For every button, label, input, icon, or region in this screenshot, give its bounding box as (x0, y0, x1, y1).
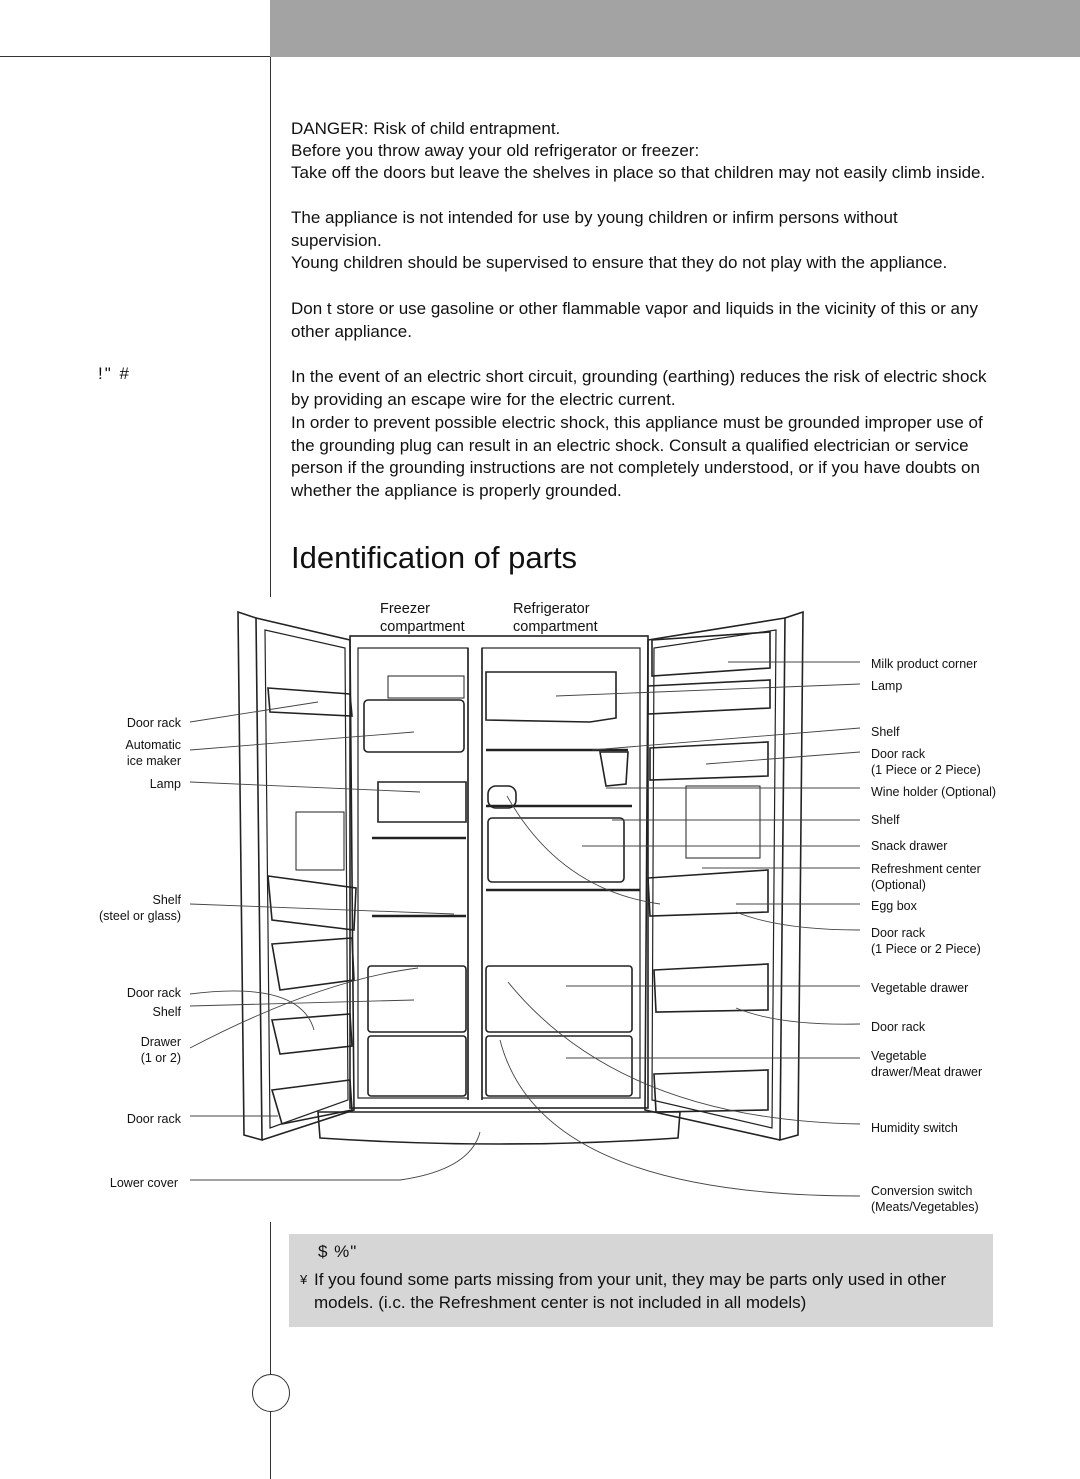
freezer-door (256, 618, 354, 1140)
label-door-rack-left-3: Door rack (126, 1112, 181, 1126)
paragraph-doors: Take off the doors but leave the shelves in place so that children may not easily climb inside. (291, 163, 986, 182)
paragraph-supervision: The appliance is not intended for use by young children or infirm persons without supervision. (291, 208, 898, 250)
label-shelf-right-2: Shelf (871, 813, 900, 827)
section-title: Identification of parts (291, 540, 578, 575)
note-heading: $ %" (318, 1242, 358, 1261)
freezer-label-1: Freezer (380, 601, 430, 617)
ice-maker (364, 700, 464, 752)
label-refreshment-center: Refreshment center (Optional) (871, 862, 981, 892)
snack-drawer (488, 818, 624, 882)
side-label-grounding: !" # (98, 364, 131, 383)
freezer-drawer-2 (368, 1036, 466, 1096)
label-egg-box: Egg box (871, 899, 917, 913)
cabinet (350, 636, 648, 1108)
vegetable-drawer (486, 966, 632, 1032)
paragraph-before-throw: Before you throw away your old refrigerator or freezer: (291, 141, 700, 160)
label-lamp-right: Lamp (871, 679, 903, 693)
fridge-label-2: compartment (513, 619, 598, 635)
label-vegetable-meat-drawer: Vegetable drawer/Meat drawer (871, 1049, 983, 1079)
label-milk-product-corner: Milk product corner (871, 657, 978, 671)
label-wine-holder: Wine holder (Optional) (871, 785, 997, 799)
refresh-top (486, 672, 616, 722)
label-shelf-steel-glass: Shelf (steel or glass) (99, 893, 181, 923)
label-lamp-left: Lamp (149, 777, 181, 791)
fridge-label-1: Refrigerator (513, 601, 590, 617)
freezer-door-edge (238, 612, 262, 1140)
label-door-rack-right-1: Door rack (1 Piece or 2 Piece) (871, 747, 981, 777)
label-vegetable-drawer: Vegetable drawer (871, 981, 969, 995)
label-humidity-switch: Humidity switch (871, 1121, 958, 1135)
freezer-interior (358, 648, 468, 1098)
freezer-label-2: compartment (380, 619, 465, 635)
fridge-door-edge (780, 612, 803, 1140)
note-bullet: ¥ (300, 1272, 308, 1287)
note-text: If you found some parts missing from your unit, they may be parts only used in other models. (i.c. the Refreshment center is not included in all models) (314, 1270, 947, 1312)
label-shelf-right-1: Shelf (871, 725, 900, 739)
label-door-rack-left-1: Door rack (126, 716, 181, 730)
paragraph-shock: In order to prevent possible electric shock, this appliance must be grounded improper use of the grounding plug can result in an electric shock. Consult a qualified electrician or service person if the grounding instructions are not completely understood, or if you have doubts on whether the appliance is properly grounded. (291, 413, 983, 500)
label-automatic-ice-maker: Automatic ice maker (125, 738, 181, 768)
label-door-rack-right-2: Door rack (1 Piece or 2 Piece) (871, 926, 981, 956)
freezer-drawer-1 (368, 966, 466, 1032)
label-door-rack-left-2: Door rack (126, 986, 181, 1000)
paragraph-grounding: In the event of an electric short circuit, grounding (earthing) reduces the risk of electric shock by providing an escape wire for the electric current. (291, 367, 987, 409)
label-snack-drawer: Snack drawer (871, 839, 948, 853)
paragraph-gasoline: Don t store or use gasoline or other flammable vapor and liquids in the vicinity of this or any other appliance. (291, 299, 978, 341)
fridge-door (645, 618, 785, 1140)
label-door-rack-right-3: Door rack (871, 1020, 926, 1034)
label-drawer: Drawer (1 or 2) (140, 1035, 181, 1065)
paragraph-children: Young children should be supervised to ensure that they do not play with the appliance. (291, 253, 948, 272)
paragraph-danger: DANGER: Risk of child entrapment. (291, 119, 561, 138)
label-shelf-left: Shelf (152, 1005, 181, 1019)
meat-drawer (486, 1036, 632, 1096)
label-conversion-switch: Conversion switch (Meats/Vegetables) (871, 1184, 979, 1214)
lower-cover (318, 1112, 680, 1144)
label-lower-cover: Lower cover (109, 1176, 178, 1190)
